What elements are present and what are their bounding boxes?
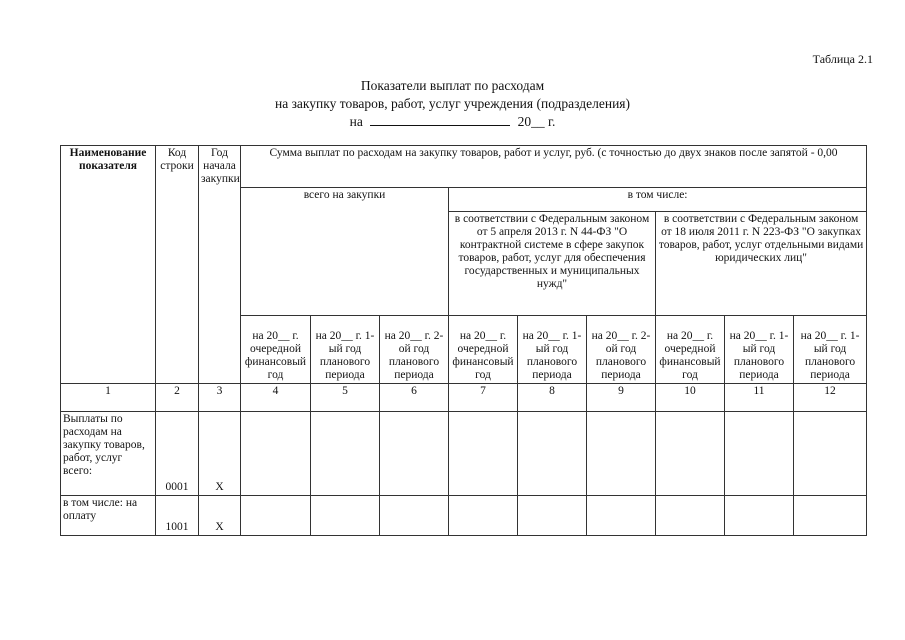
- date-suffix: 20__ г.: [517, 114, 556, 129]
- value-cell: [311, 496, 380, 536]
- column-number: 5: [311, 384, 380, 412]
- period-3: на 20__ г. 2-ой год планового периода: [380, 316, 449, 384]
- row-year: X: [199, 412, 241, 496]
- doc-title-line3: [0, 114, 905, 130]
- header-law44: в соответствии с Федеральным законом от 5 апреля 2013 г. N 44-ФЗ "О контрактной системе в сфере закупок товаров, работ, услуг для обеспечения государственных и муниципальных нужд": [449, 212, 656, 316]
- row-name: Выплаты по расходам на закупку товаров, работ, услуг всего:: [61, 412, 156, 496]
- column-number: 9: [587, 384, 656, 412]
- row-code: 0001: [156, 412, 199, 496]
- period-7: на 20__ г. очередной финансовый год: [656, 316, 725, 384]
- value-cell: [587, 412, 656, 496]
- header-total: всего на закупки: [241, 188, 449, 316]
- value-cell: [794, 496, 867, 536]
- column-number: 7: [449, 384, 518, 412]
- table-row: [61, 412, 867, 496]
- value-cell: [725, 412, 794, 496]
- period-8: на 20__ г. 1-ый год планового периода: [725, 316, 794, 384]
- date-prefix: на: [349, 114, 363, 129]
- payments-table: [60, 145, 867, 536]
- doc-title-line1: Показатели выплат по расходам: [360, 78, 545, 93]
- value-cell: [794, 412, 867, 496]
- value-cell: [380, 412, 449, 496]
- value-cell: [311, 412, 380, 496]
- value-cell: [656, 412, 725, 496]
- value-cell: [241, 412, 311, 496]
- column-number: 10: [656, 384, 725, 412]
- value-cell: [587, 496, 656, 536]
- value-cell: [725, 496, 794, 536]
- column-number: 4: [241, 384, 311, 412]
- date-blank-line: [370, 114, 510, 126]
- header-law223: в соответствии с Федеральным законом от 18 июля 2011 г. N 223-ФЗ "О закупках товаров, работ, услуг отдельными видами юридических лиц": [656, 212, 867, 316]
- value-cell: [656, 496, 725, 536]
- table-caption: Таблица 2.1: [812, 52, 873, 66]
- period-9: на 20__ г. 1-ый год планового периода: [794, 316, 867, 384]
- value-cell: [380, 496, 449, 536]
- header-year: Год начала закупки: [199, 146, 241, 384]
- value-cell: [518, 496, 587, 536]
- period-5: на 20__ г. 1-ый год планового периода: [518, 316, 587, 384]
- table-row: [61, 496, 867, 536]
- header-name: Наименование показателя: [61, 146, 156, 384]
- column-number: 8: [518, 384, 587, 412]
- doc-title-line2: на закупку товаров, работ, услуг учреждения (подразделения): [274, 96, 631, 111]
- column-number: 12: [794, 384, 867, 412]
- period-6: на 20__ г. 2-ой год планового периода: [587, 316, 656, 384]
- row-year: X: [199, 496, 241, 536]
- value-cell: [241, 496, 311, 536]
- period-1: на 20__ г. очередной финансовый год: [241, 316, 311, 384]
- row-code: 1001: [156, 496, 199, 536]
- value-cell: [518, 412, 587, 496]
- column-number: 1: [61, 384, 156, 412]
- column-number-row: [61, 384, 867, 412]
- header-sum: Сумма выплат по расходам на закупку товаров, работ и услуг, руб. (с точностью до двух знаков после запятой - 0,00: [241, 146, 867, 188]
- row-name: в том числе: на оплату: [61, 496, 156, 536]
- column-number: 11: [725, 384, 794, 412]
- period-4: на 20__ г. очередной финансовый год: [449, 316, 518, 384]
- column-number: 2: [156, 384, 199, 412]
- value-cell: [449, 412, 518, 496]
- column-number: 3: [199, 384, 241, 412]
- header-including: в том числе:: [449, 188, 867, 212]
- header-code: Код строки: [156, 146, 199, 384]
- period-2: на 20__ г. 1-ый год планового периода: [311, 316, 380, 384]
- value-cell: [449, 496, 518, 536]
- column-number: 6: [380, 384, 449, 412]
